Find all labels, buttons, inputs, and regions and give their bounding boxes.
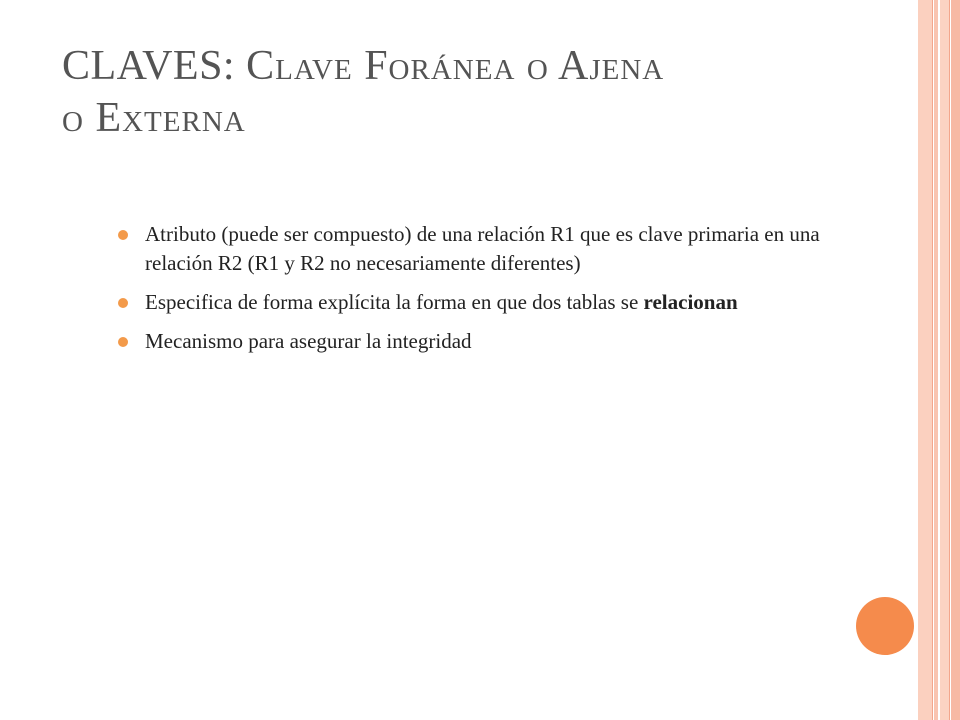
title-text-continuation: o Externa — [62, 95, 246, 141]
decorative-stripe — [934, 0, 938, 720]
decorative-stripe — [940, 0, 949, 720]
bullet-dot-icon — [118, 298, 128, 308]
bullet-text-bold: relacionan — [643, 290, 738, 314]
decorative-stripe — [918, 0, 932, 720]
bullet-text: Especifica de forma explícita la forma en que dos tablas se — [145, 290, 644, 314]
decorative-stripe — [951, 0, 960, 720]
bullet-item — [118, 327, 838, 356]
bullet-item — [118, 220, 838, 278]
decorative-stripe-line — [932, 0, 933, 720]
bullet-item — [118, 288, 838, 317]
decorative-circle-icon — [856, 597, 914, 655]
bullet-dot-icon — [118, 230, 128, 240]
bullet-text: Atributo (puede ser compuesto) de una relación R1 que es clave primaria en una relación R2 (R1 y R2 no necesariamente diferentes) — [145, 222, 820, 275]
bullet-text: Mecanismo para asegurar la integridad — [145, 329, 472, 353]
title-text-main: CLAVES: — [62, 43, 247, 89]
bullet-list — [118, 220, 838, 366]
slide-title — [62, 40, 882, 144]
decorative-stripe-line — [949, 0, 950, 720]
title-text-subtitle: Clave Foránea o Ajena — [246, 43, 665, 89]
bullet-dot-icon — [118, 337, 128, 347]
